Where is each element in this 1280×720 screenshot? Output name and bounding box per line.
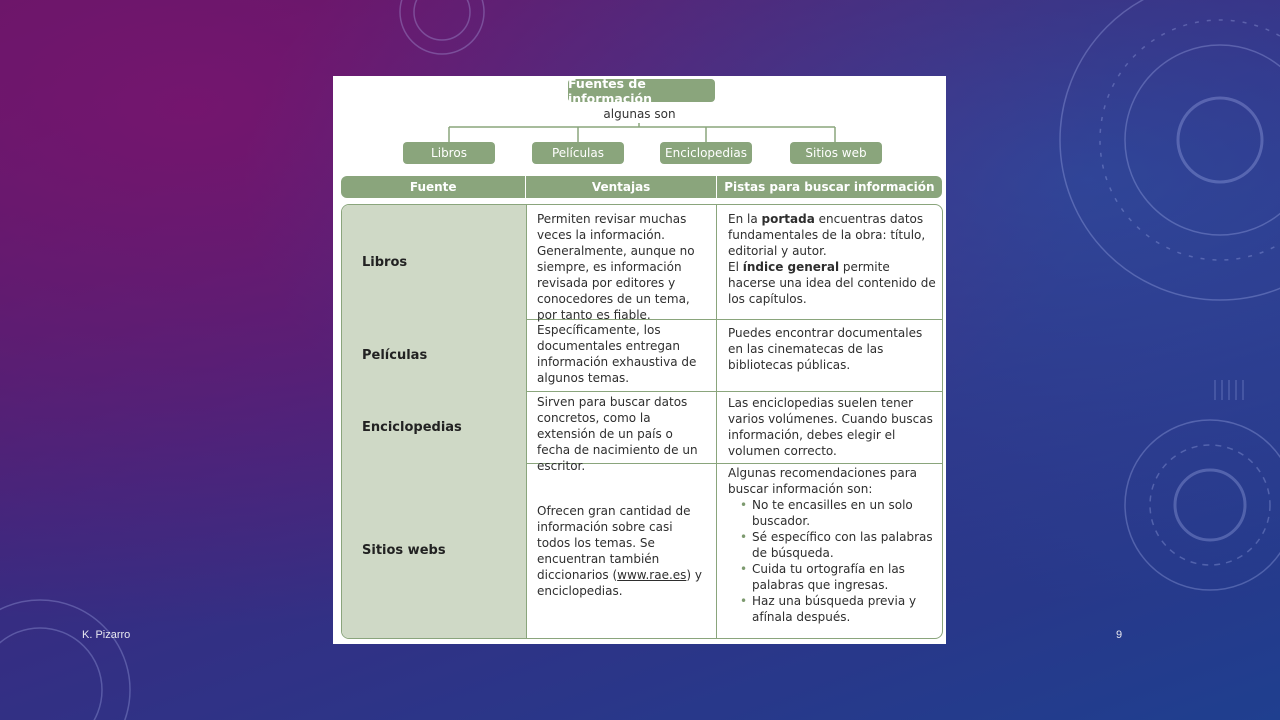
branch-libros: Libros (403, 142, 495, 164)
list-item: • No te encasilles en un solo buscador. (740, 497, 936, 529)
branch-sitios-web: Sitios web (790, 142, 882, 164)
header-ventajas: Ventajas (526, 176, 716, 198)
tips-text: El (728, 260, 743, 274)
row-label: Libros (342, 205, 527, 319)
advantages-cell: Permiten revisar muchas veces la información. Generalmente, aunque no siempre, es información revisada por editores y conocedores de un tema, por tanto es fiable. (527, 205, 717, 319)
header-fuente: Fuente (341, 176, 526, 198)
advantages-cell: Específicamente, los documentales entregan información exhaustiva de algunos temas. (527, 319, 717, 391)
tips-text: encuentras datos fundamentales de la obra: título, editorial y autor. (728, 212, 926, 258)
advantages-cell (527, 463, 717, 638)
sources-table (341, 204, 943, 639)
advantages-cell: Sirven para buscar datos concretos, como la extensión de un país o fecha de nacimiento de un escritor. (527, 391, 717, 463)
footer-author: K. Pizarro (82, 629, 131, 641)
tips-bold: portada (761, 212, 815, 226)
row-label: Películas (342, 319, 527, 391)
branch-peliculas: Películas (532, 142, 624, 164)
tips-bold: índice general (742, 260, 840, 274)
list-item: • Haz una búsqueda previa y afínala después. (740, 593, 936, 625)
tips-cell (717, 463, 942, 638)
information-sources-figure (333, 76, 946, 644)
row-label: Sitios webs (342, 463, 527, 638)
table-row (342, 391, 942, 473)
row-label: Enciclopedias (342, 391, 527, 463)
slide-number: 9 (1116, 629, 1123, 641)
list-item: • Cuida tu ortografía en las palabras que ingresas. (740, 561, 936, 593)
tips-text: permite hacerse una idea del contenido de los capítulos. (728, 260, 936, 306)
tips-cell: Puedes encontrar documentales en las cinematecas de las bibliotecas públicas. (728, 326, 923, 372)
table-row (342, 205, 942, 320)
table-row (342, 463, 942, 638)
tips-cell (717, 205, 942, 319)
diagram-subtitle: algunas son (603, 107, 676, 121)
tips-cell: Las enciclopedias suelen tener varios volúmenes. Cuando buscas información, debes elegir el volumen correcto. (728, 396, 933, 458)
tips-list (728, 497, 936, 625)
list-item: • Sé específico con las palabras de búsqueda. (740, 529, 936, 561)
branch-enciclopedias: Enciclopedias (660, 142, 752, 164)
tips-intro: Algunas recomendaciones para buscar información son: (728, 466, 918, 496)
table-row (342, 319, 942, 392)
header-pistas: Pistas para buscar información (724, 180, 935, 194)
advantages-text: ) y enciclopedias. (537, 567, 703, 598)
diagram-title: Fuentes de información (568, 79, 715, 102)
table-header (341, 176, 942, 198)
tips-text: En la (728, 212, 762, 226)
rae-link[interactable]: www.rae.es (617, 567, 687, 582)
advantages-text: Ofrecen gran cantidad de información sobre casi todos los temas. Se encuentran también diccionarios ( (537, 503, 691, 582)
